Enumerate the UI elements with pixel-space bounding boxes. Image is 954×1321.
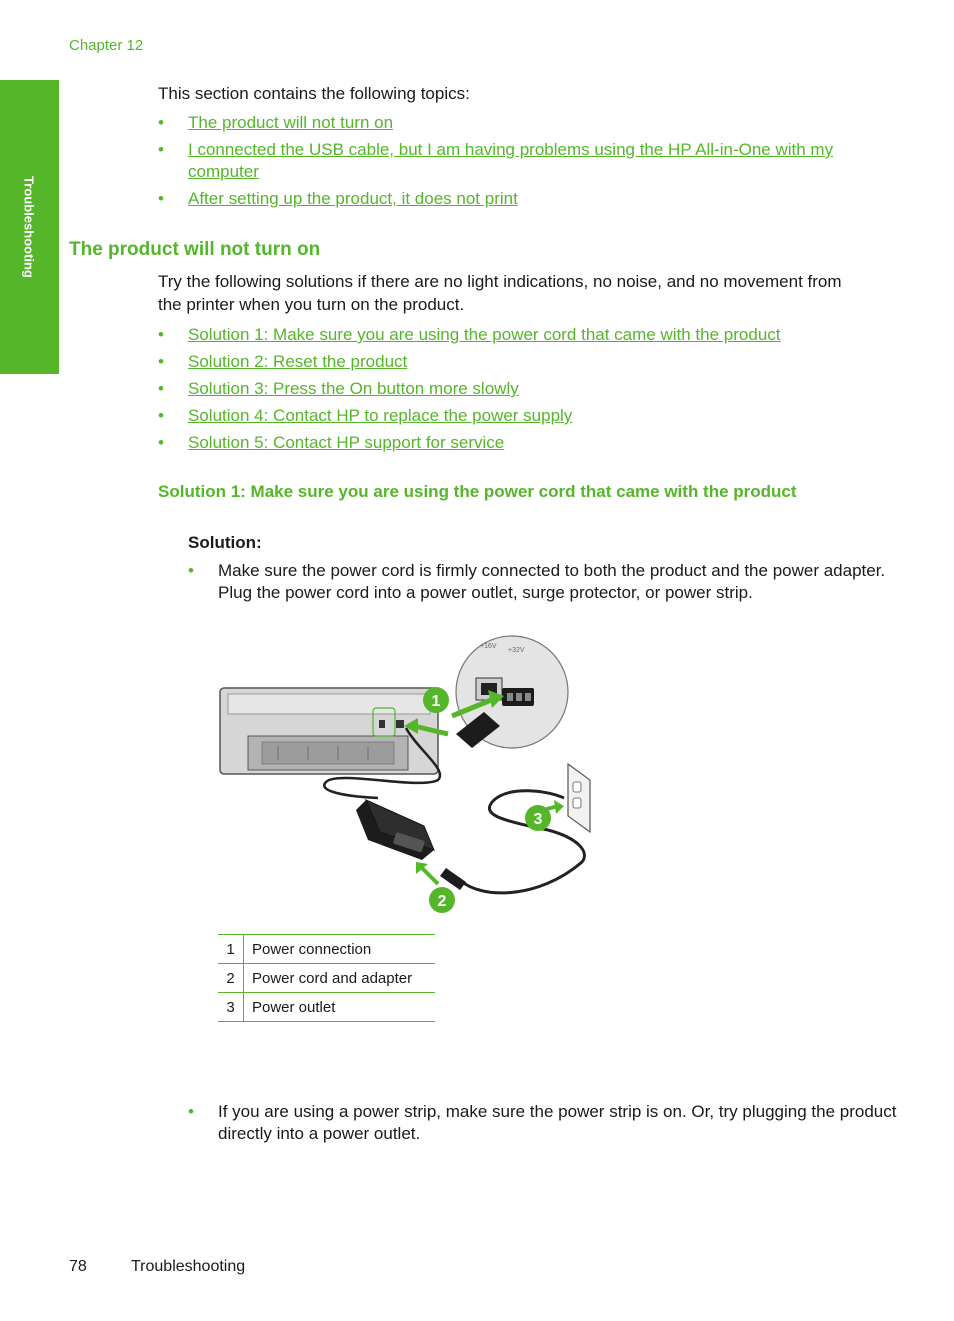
solution-item [158,432,863,454]
bullet: • [158,140,164,159]
legend-label: Power outlet [244,993,436,1022]
intro-text: This section contains the following topics: [158,84,470,103]
power-port-inset [456,636,568,748]
solution-item [158,378,863,400]
topic-link-not-turn-on[interactable]: The product will not turn on [188,113,394,132]
solution-label: Solution: [188,533,262,552]
table-row [218,964,435,993]
callout-2 [429,887,455,913]
topic-item [158,139,863,183]
solution-link-4[interactable]: Solution 4: Contact HP to replace the power supply [188,406,573,425]
callout-1 [423,687,449,713]
svg-text:2: 2 [437,893,447,910]
side-tab [0,80,59,374]
bullet: • [158,325,164,344]
solution-list [158,324,863,454]
power-adapter [356,800,434,860]
solution-link-5[interactable]: Solution 5: Contact HP support for service [188,433,505,452]
legend-label: Power connection [244,935,436,964]
solution-item [158,351,863,373]
printer-illustration [220,688,438,774]
section-text: Try the following solutions if there are no light indications, no noise, and no movement from the printer when you turn on the product. [158,272,842,314]
solution-step-2 [188,1101,898,1145]
arrow-icon [422,868,438,884]
solution-step-1 [188,560,898,604]
legend-num: 2 [218,964,244,993]
chapter-header: Chapter 12 [69,37,144,54]
port-label-right: +32V [508,647,525,654]
page-number: 78 [69,1258,87,1275]
solution-item [158,405,863,427]
solution-link-1[interactable]: Solution 1: Make sure you are using the power cord that came with the product [188,325,781,344]
bullet: • [158,379,164,398]
legend-num: 1 [218,935,244,964]
svg-text:3: 3 [533,811,543,828]
table-row [218,993,435,1022]
callout-3 [525,805,551,831]
solution-link-2[interactable]: Solution 2: Reset the product [188,352,408,371]
legend-table [218,934,435,1022]
topic-item [158,112,863,134]
solution-link-3[interactable]: Solution 3: Press the On button more slowly [188,379,519,398]
bullet: • [158,189,164,208]
topic-list [158,112,863,210]
topic-item [158,188,863,210]
arrow-head-icon [554,800,564,814]
bullet: • [158,406,164,425]
topic-link-usb-cable[interactable]: I connected the USB cable, but I am having problems using the HP All-in-One with my computer [188,140,834,181]
side-tab-label: Troubleshooting [21,176,37,278]
table-row [218,935,435,964]
bullet: • [158,352,164,371]
power-outlet [568,764,590,832]
footer-title: Troubleshooting [131,1258,246,1275]
bullet: • [158,113,164,132]
legend-label: Power cord and adapter [244,964,436,993]
solution-item [158,324,863,346]
solution-step-text: If you are using a power strip, make sure the power strip is on. Or, try plugging the product directly into a power outlet. [218,1102,897,1143]
port-label-left: +16V [480,643,497,650]
power-connection-figure [218,630,598,920]
solution1-heading: Solution 1: Make sure you are using the power cord that came with the product [158,482,797,501]
bullet: • [188,1102,194,1121]
topic-link-does-not-print[interactable]: After setting up the product, it does not print [188,189,518,208]
cord-plug [440,868,466,890]
bullet: • [188,561,194,580]
legend-num: 3 [218,993,244,1022]
svg-text:1: 1 [431,693,441,710]
bullet: • [158,433,164,452]
section-heading: The product will not turn on [69,239,321,260]
solution-step-text: Make sure the power cord is firmly connected to both the product and the power adapter. Plug the power cord into a power outlet, surge protector, or power strip. [218,561,886,602]
outlet-cord [458,791,584,893]
